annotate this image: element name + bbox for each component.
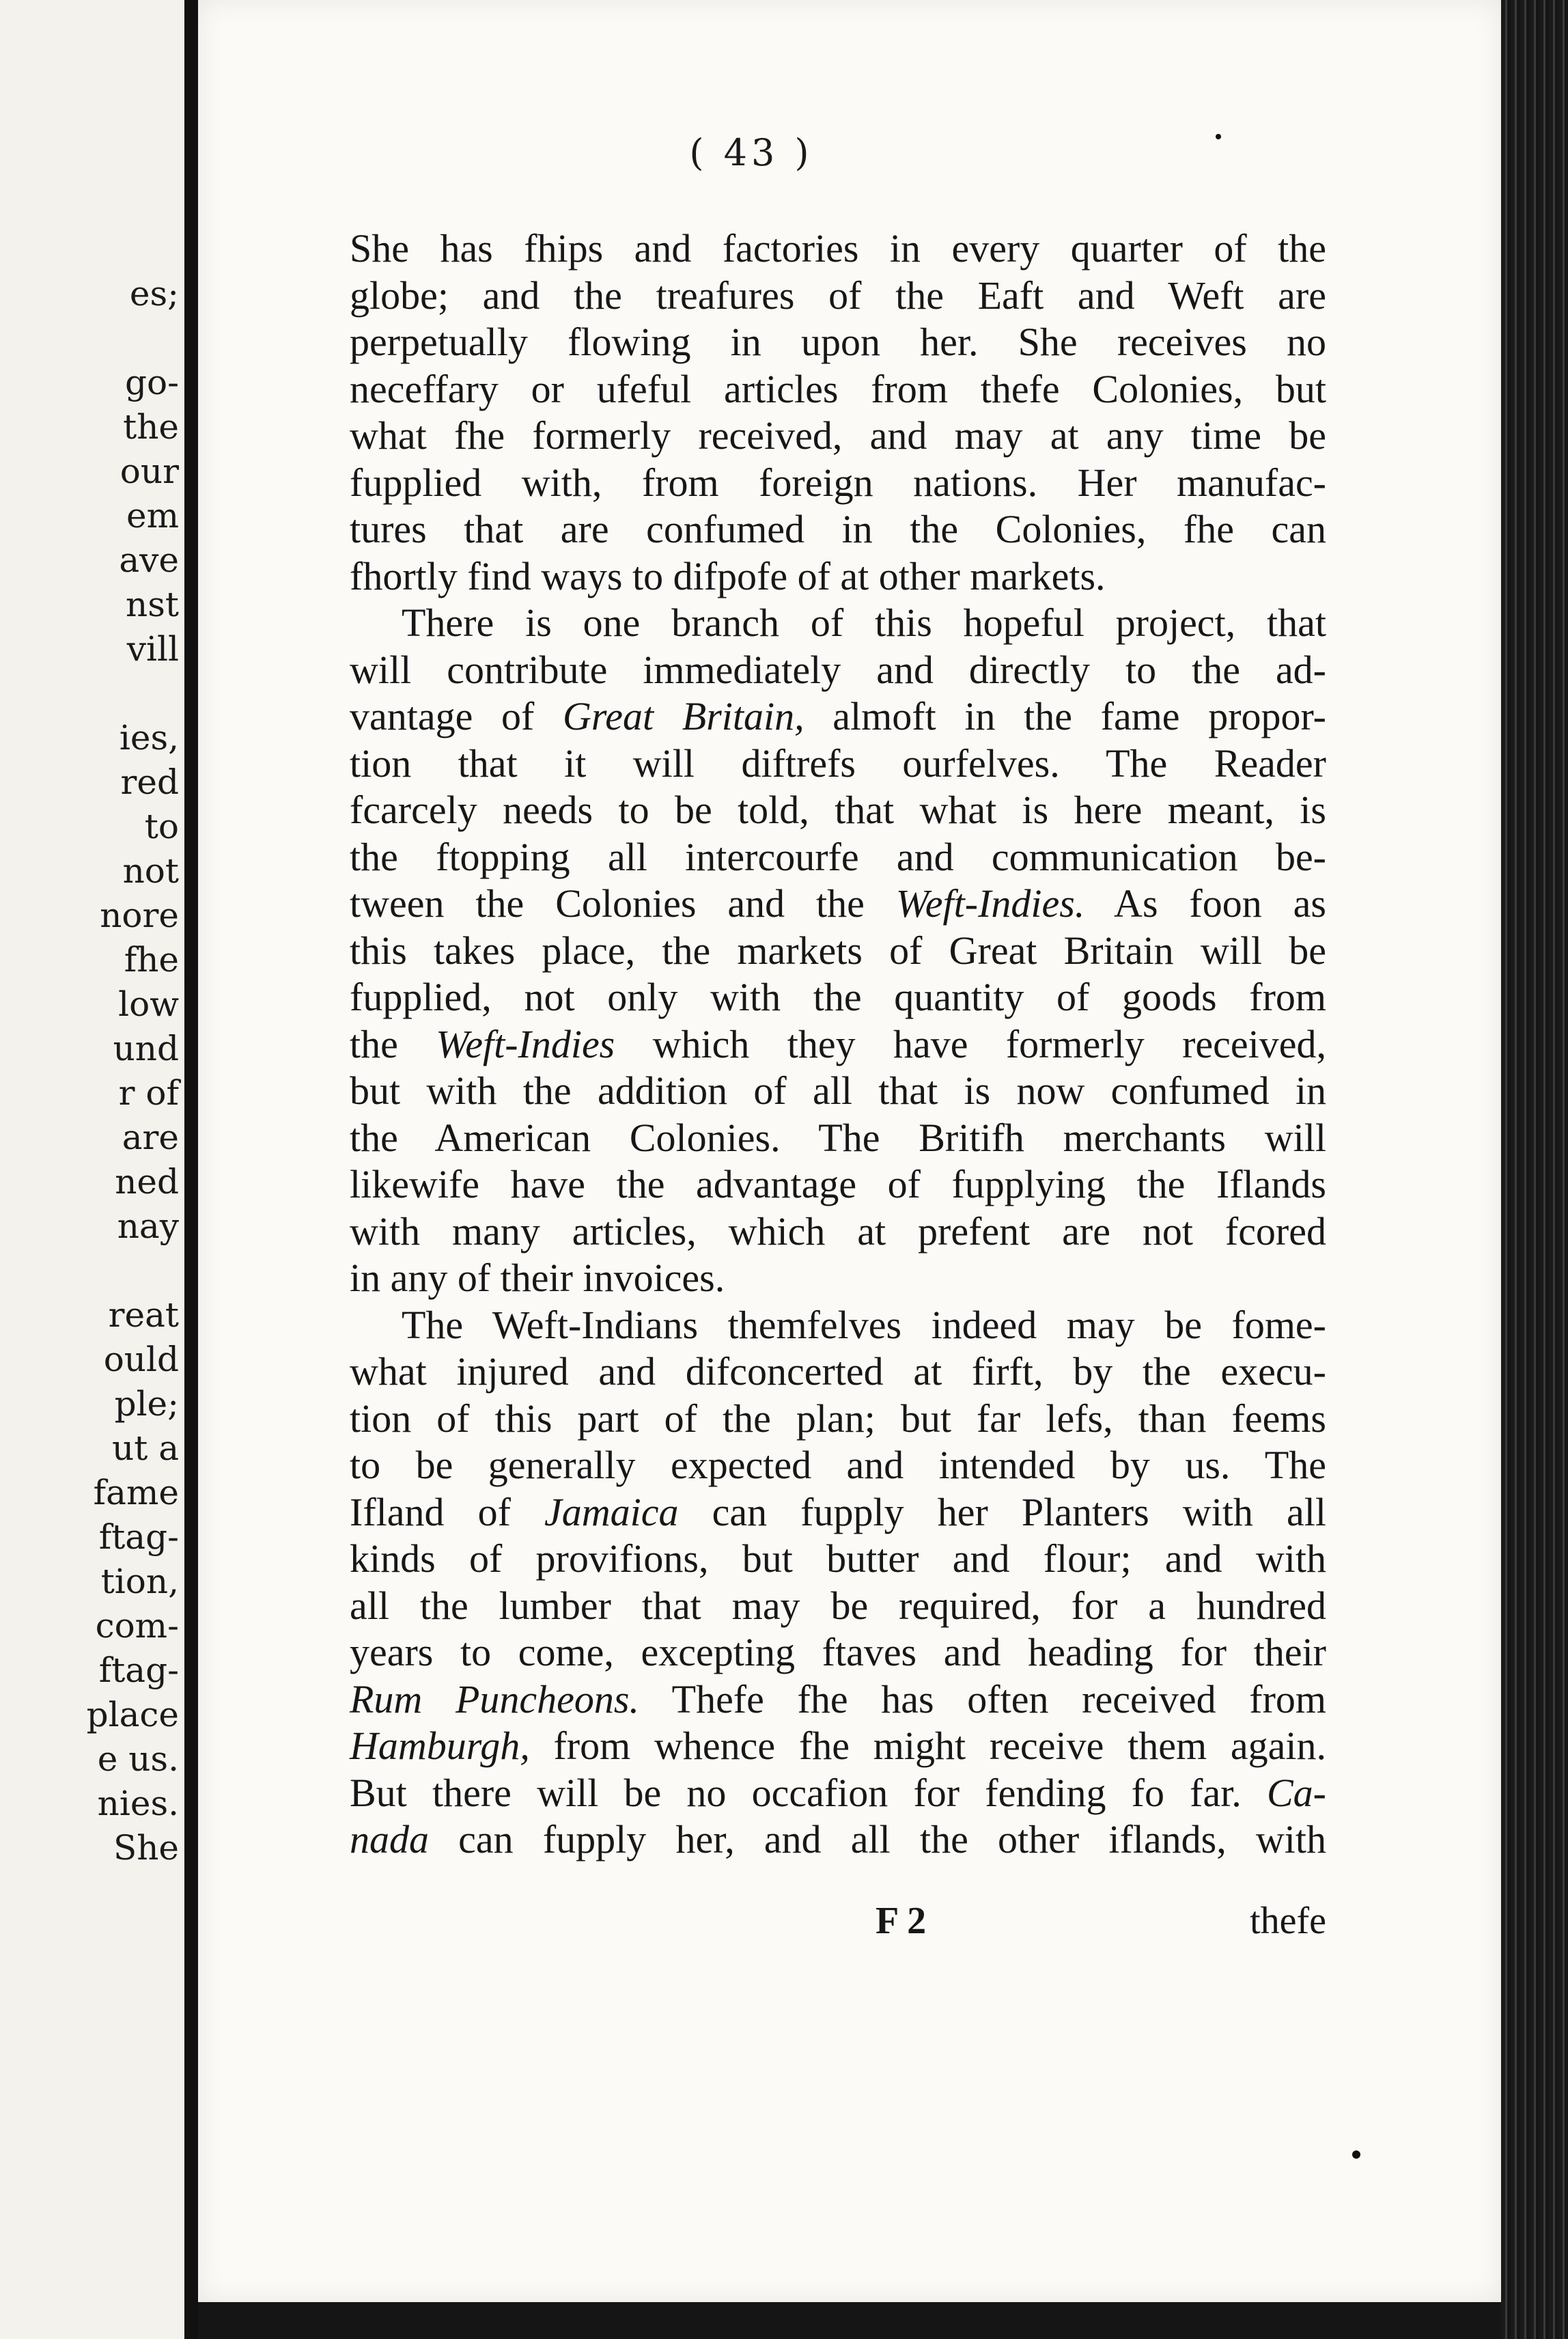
text-line: fhortly find ways to difpofe of at other markets. — [350, 553, 1106, 598]
left-fragment-line: not — [122, 851, 179, 891]
text-line: the ftopping all intercourfe and communication be- — [350, 834, 1326, 879]
text-line: tion of this part of the plan; but far lefs, than feems — [350, 1396, 1326, 1441]
left-fragment-line: ut a — [112, 1428, 179, 1468]
text-line: Hamburgh, from whence fhe might receive them again. — [350, 1724, 1326, 1768]
left-fragment-line: nore — [100, 896, 179, 935]
left-fragment-line: She — [113, 1828, 179, 1868]
left-fragment-line: ftag- — [98, 1517, 179, 1557]
text-line: all the lumber that may be required, for a hundred — [350, 1583, 1326, 1628]
text-line: But there will be no occafion for fending fo far. Ca- — [350, 1770, 1326, 1815]
text-line: tures that are confumed in the Colonies, fhe can — [350, 507, 1326, 551]
text-line: will contribute immediately and directly to the ad- — [350, 647, 1326, 692]
left-fragment-line: our — [120, 452, 179, 491]
page-edges — [1501, 0, 1568, 2339]
text-line: what injured and difconcerted at firft, by the execu- — [350, 1349, 1326, 1394]
text-line: kinds of provifions, but butter and flour; and with — [350, 1536, 1326, 1581]
text-line: Rum Puncheons. Thefe fhe has often received from — [350, 1676, 1326, 1721]
left-fragment-line: und — [113, 1029, 179, 1068]
left-fragment-line: ave — [119, 540, 179, 580]
left-fragment-line: nst — [126, 585, 179, 624]
ink-speck — [184, 975, 188, 982]
text-line: She has fhips and factories in every quarter of the — [350, 226, 1326, 271]
left-fragment-line: fame — [93, 1473, 179, 1512]
left-fragment-line — [42, 672, 179, 716]
gutter — [184, 0, 198, 2339]
left-fragment-line: to — [144, 807, 179, 846]
left-fragment-line: ies, — [119, 718, 179, 758]
bottom-border — [198, 2302, 1501, 2339]
left-fragment-line: red — [120, 762, 179, 802]
text-line: fcarcely needs to be told, that what is here meant, is — [350, 788, 1326, 832]
text-line: likewife have the advantage of fupplying the Iflands — [350, 1162, 1326, 1206]
text-line: but with the addition of all that is now confumed in — [350, 1068, 1326, 1113]
left-page-text-edge — [42, 272, 179, 1870]
left-fragment-line: tion, — [100, 1562, 179, 1601]
left-fragment-line: reat — [108, 1295, 179, 1335]
text-line: this takes place, the markets of Great Britain will be — [350, 928, 1326, 973]
left-fragment-line — [42, 316, 179, 361]
left-fragment-line: the — [123, 407, 179, 447]
left-fragment-line: ftag- — [98, 1650, 179, 1690]
left-fragment-line: ould — [103, 1340, 179, 1379]
text-line: perpetually flowing in upon her. She receives no — [350, 320, 1326, 364]
text-line: with many articles, which at prefent are not fcored — [350, 1208, 1326, 1254]
page-footer — [350, 1899, 1326, 1947]
left-fragment-line: e us. — [97, 1739, 179, 1779]
left-fragment-line: go- — [124, 363, 179, 402]
text-line: tion that it will diftrefs ourfelves. The Reader — [350, 741, 1326, 786]
text-line: neceffary or ufeful articles from thefe Colonies, but — [350, 366, 1326, 411]
left-fragment-line: are — [122, 1118, 179, 1157]
left-fragment-line: r of — [118, 1073, 179, 1113]
left-fragment-line: fhe — [124, 940, 179, 980]
left-fragment-line: low — [118, 984, 179, 1024]
left-fragment-line: em — [126, 496, 179, 536]
text-line: what fhe formerly received, and may at any time be — [350, 413, 1326, 458]
text-line: globe; and the treafures of the Eaft and Weft are — [350, 273, 1326, 318]
page-number: ( 43 ) — [689, 131, 813, 174]
ink-speck — [1352, 2150, 1360, 2159]
text-line: vantage of Great Britain, almoft in the fame propor- — [350, 694, 1326, 738]
catchword: thefe — [1250, 1900, 1326, 1942]
ink-speck — [1216, 134, 1221, 139]
left-fragment-line: nay — [117, 1206, 179, 1246]
text-line: nada can fupply her, and all the other iflands, with — [350, 1817, 1326, 1861]
text-line: There is one branch of this hopeful project, that — [402, 600, 1326, 645]
text-line: in any of their invoices. — [350, 1256, 725, 1300]
text-line: fupplied with, from foreign nations. Her manufac- — [350, 460, 1326, 505]
left-fragment-line: vill — [126, 629, 179, 669]
text-line: fupplied, not only with the quantity of goods from — [350, 975, 1326, 1019]
left-fragment-line: com- — [95, 1606, 179, 1646]
text-line: Ifland of Jamaica can fupply her Planters with all — [350, 1489, 1326, 1534]
left-fragment-line: ple; — [114, 1384, 179, 1424]
signature-mark: F 2 — [876, 1900, 927, 1942]
left-fragment-line: es; — [129, 274, 179, 314]
left-fragment-line: ned — [115, 1162, 179, 1202]
left-fragment-line — [42, 1249, 179, 1293]
text-line: the Weft-Indies which they have formerly received, — [350, 1021, 1327, 1066]
text-line: to be generally expected and intended by us. The — [350, 1443, 1326, 1487]
text-line: years to come, excepting ftaves and heading for their — [350, 1630, 1326, 1674]
text-line: the American Colonies. The Britifh merchants will — [350, 1115, 1326, 1160]
body-text — [350, 225, 1326, 1864]
left-facing-page-fragment — [0, 0, 184, 2339]
text-line: The Weft-Indians themfelves indeed may be fome- — [402, 1302, 1326, 1347]
text-line: tween the Colonies and the Weft-Indies. As foon as — [350, 881, 1326, 926]
left-fragment-line: place — [86, 1695, 179, 1734]
left-fragment-line: nies. — [97, 1784, 179, 1823]
